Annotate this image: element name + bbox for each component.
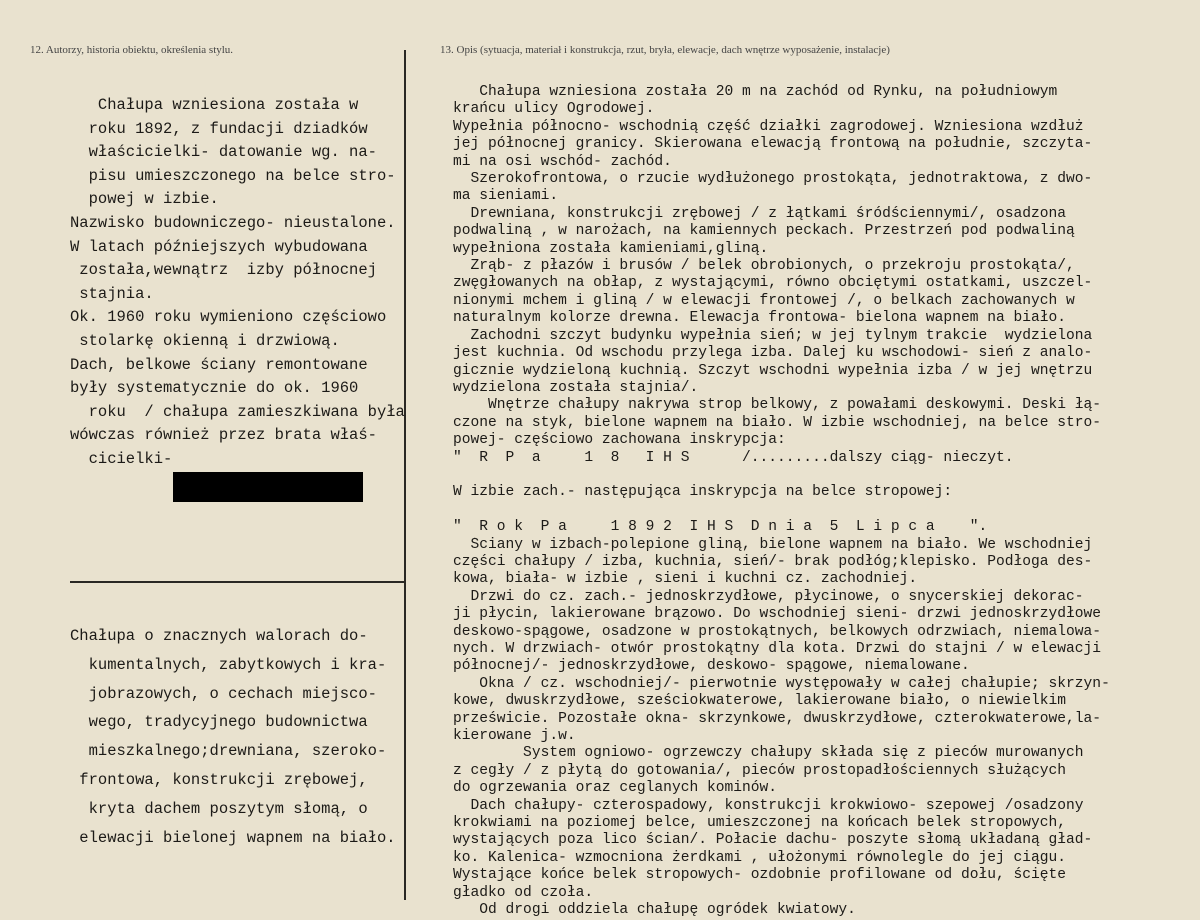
text-line	[453, 467, 1198, 484]
text-line: W izbie zach.- następująca inskrypcja na belce stropowej:	[453, 484, 953, 501]
description-text	[453, 84, 1198, 920]
text-line: deskowo-spągowe, osadzone w prostokątnych, belkowych odrzwiach, niemalowa-	[453, 623, 1102, 640]
text-line: krokwiami na poziomej belce, umieszczonej na końcach belek stropowych,	[453, 815, 1067, 832]
text-line: kryta dachem poszytym słomą, o	[70, 799, 368, 818]
text-line: naturalnym kolorze drewna. Elewacja frontowa- bielona wapnem na biało.	[453, 310, 1067, 327]
text-line: Chałupa wzniesiona została 20 m na zachód od Rynku, na południowym	[453, 84, 1058, 100]
text-line: W latach późniejszych wybudowana	[70, 237, 368, 256]
section-divider	[70, 581, 404, 583]
text-line: wydzielona została stajnia/.	[453, 379, 699, 396]
text-line: gicznie wydzieloną kuchnią. Szczyt wschodni wypełnia izba / w jej wnętrzu	[453, 362, 1093, 379]
text-line: System ogniowo- ogrzewczy chałupy składa się z pieców murowanych	[453, 745, 1084, 762]
text-line: Drzwi do cz. zach.- jednoskrzydłowe, płycinowe, o snycerskiej dekorac-	[453, 588, 1084, 605]
text-line: nionymi mchem i gliną / w elewacji frontowej /, o belkach zachowanych w	[453, 292, 1075, 309]
text-line: mieszkalnego;drewniana, szeroko-	[70, 742, 387, 761]
text-line: Dach, belkowe ściany remontowane	[70, 355, 368, 374]
text-line: została,wewnątrz izby północnej	[70, 261, 377, 280]
section-12-header: 12. Autorzy, historia obiektu, określenia stylu.	[30, 44, 234, 56]
text-line: stajnia.	[70, 284, 154, 303]
history-text	[70, 94, 410, 472]
text-line: prześwicie. Pozostałe okna- skrzynkowe, dwuskrzydłowe, czterokwaterowe,la-	[453, 710, 1102, 727]
text-line: były systematycznie do ok. 1960	[70, 379, 359, 398]
text-line: Od drogi oddziela chałupę ogródek kwiatowy.	[453, 902, 856, 919]
text-line: powej w izbie.	[70, 190, 219, 209]
text-line: Nazwisko budowniczego- nieustalone.	[70, 213, 396, 232]
text-line: zwęgłowanych na obłap, z wystającymi, równo obciętymi ostatkami, uszczel-	[453, 275, 1093, 292]
text-line: Ok. 1960 roku wymieniono częściowo	[70, 308, 387, 327]
text-line: wówczas również przez brata właś-	[70, 426, 377, 445]
text-line: cicielki-	[70, 449, 173, 468]
text-line: Wnętrze chałupy nakrywa strop belkowy, z powałami deskowymi. Deski łą-	[453, 397, 1102, 414]
text-line: Okna / cz. wschodniej/- pierwotnie występowały w całej chałupie; skrzyn-	[453, 675, 1110, 692]
text-line: stolarkę okienną i drzwiową.	[70, 331, 340, 350]
text-line: jobrazowych, o cechach miejsco-	[70, 684, 377, 703]
text-line: ji płycin, lakierowane brązowo. Do wschodniej sieni- drzwi jednoskrzydłowe	[453, 606, 1102, 623]
text-line: północnej/- jednoskrzydłowe, deskowo- spągowe, niemalowane.	[453, 658, 970, 675]
text-line: Szerokofrontowa, o rzucie wydłużonego prostokąta, jednotraktowa, z dwo-	[453, 171, 1093, 188]
text-line: roku 1892, z fundacji dziadków	[70, 119, 368, 138]
text-line: Dach chałupy- czterospadowy, konstrukcji krokwiowo- szepowej /osadzony	[453, 797, 1084, 814]
text-line: do ogrzewania oraz ceglanych kominów.	[453, 780, 778, 797]
text-line: ma sieniami.	[453, 188, 559, 205]
text-line: powej- częściowo zachowana inskrypcja:	[453, 432, 786, 449]
text-line: wypełniona została kamieniami,gliną.	[453, 240, 769, 257]
text-line: Zrąb- z płazów i brusów / belek obrobionych, o przekroju prostokąta/,	[453, 258, 1075, 275]
text-line: Drewniana, konstrukcji zrębowej / z łątkami śródściennymi/, osadzona	[453, 205, 1067, 222]
text-line: pisu umieszczonego na belce stro-	[70, 166, 396, 185]
text-line: jej północnej granicy. Skierowana elewacją frontową na południe, szczyta-	[453, 136, 1093, 153]
style-summary-text	[70, 622, 410, 852]
text-line: ko. Kalenica- wzmocniona żerdkami , ułożonymi równolegle do jej ciągu.	[453, 849, 1067, 866]
redaction-box	[173, 472, 363, 502]
text-line: nych. W drzwiach- otwór prostokątny dla kota. Drzwi do stajni / w elewacji	[453, 641, 1102, 657]
text-line: kumentalnych, zabytkowych i kra-	[70, 655, 387, 674]
text-line: kowe, dwuskrzydłowe, sześciokwaterowe, lakierowane biało, o niewielkim	[453, 693, 1067, 710]
text-line: Wystające końce belek stropowych- ozdobnie profilowane od dołu, ścięte	[453, 867, 1067, 884]
text-line: " R o k P a 1 8 9 2 I H S D n i a 5 L i p c a ".	[453, 519, 988, 536]
text-line: części chałupy / izba, kuchnia, sień/- brak podłóg;klepisko. Podłoga des-	[453, 553, 1093, 570]
text-line: jest kuchnia. Od wschodu przylega izba. Dalej ku wschodowi- sień z analo-	[453, 345, 1093, 362]
text-line: elewacji bielonej wapnem na biało.	[70, 828, 396, 847]
text-line: kowa, biała- w izbie , sieni i kuchni cz. zachodniej.	[453, 571, 918, 588]
text-line: wystających poza lico ścian/. Połacie dachu- poszyte słomą układaną gład-	[453, 832, 1093, 849]
text-line: frontowa, konstrukcji zrębowej,	[70, 770, 368, 789]
text-line: właścicielki- datowanie wg. na-	[70, 143, 377, 162]
text-line: mi na osi wschód- zachód.	[453, 153, 672, 170]
text-line: Ściany w izbach-polepione gliną, bielone wapnem na biało. We wschodniej	[453, 536, 1093, 553]
text-line: czone na styk, bielone wapnem na biało. W izbie wschodniej, na belce stro-	[453, 414, 1102, 431]
text-line: podwaliną , w narożach, na kamiennych peckach. Przestrzeń pod podwaliną	[453, 223, 1075, 240]
text-line: krańcu ulicy Ogrodowej.	[453, 101, 655, 118]
text-line: Wypełnia północno- wschodnią część działki zagrodowej. Wzniesiona wzdłuż	[453, 118, 1084, 135]
text-line: roku / chałupa zamieszkiwana była	[70, 402, 405, 421]
text-line: Zachodni szczyt budynku wypełnia sień; w jej tylnym trakcie wydzielona	[453, 327, 1093, 344]
section-13-header: 13. Opis (sytuacja, materiał i konstrukcja, rzut, bryła, elewacje, dach wnętrze wyposażenie, instalacje)	[440, 44, 890, 56]
text-line: gładko od czoła.	[453, 884, 594, 901]
text-line: Chałupa wzniesiona została w	[70, 96, 359, 114]
text-line: z cegły / z płytą do gotowania/, pieców prostopadłościennych służących	[453, 762, 1067, 779]
text-line	[453, 502, 1198, 519]
text-line: kierowane j.w.	[453, 728, 576, 745]
text-line: wego, tradycyjnego budownictwa	[70, 713, 368, 732]
text-line: Chałupa o znacznych walorach do-	[70, 627, 368, 645]
text-line: " R P a 1 8 I H S /.........dalszy ciąg- nieczyt.	[453, 449, 1014, 466]
